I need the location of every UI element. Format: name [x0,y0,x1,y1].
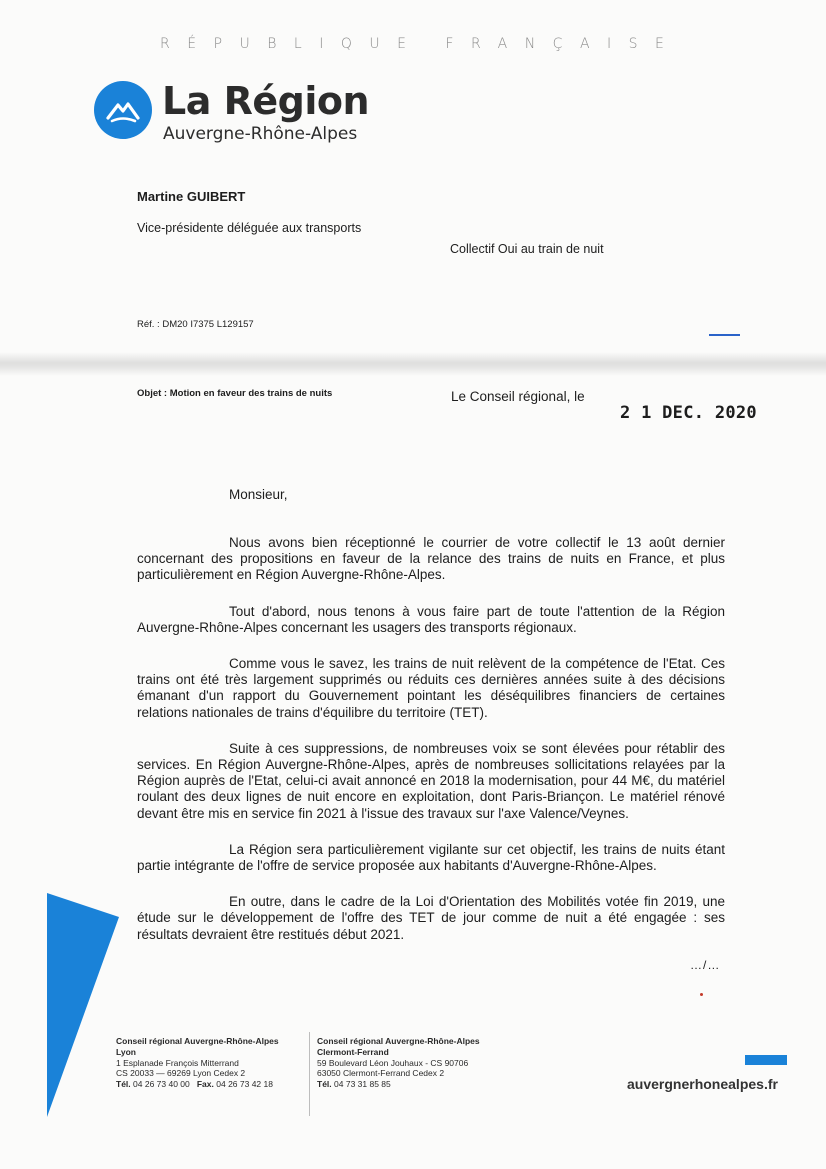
footer-lyon-fax: 04 26 73 42 18 [216,1079,273,1090]
blue-mark [709,334,740,336]
logo-subtitle: Auvergne-Rhône-Alpes [163,124,358,144]
object-line: Objet : Motion en faveur des trains de nuits [137,388,333,399]
paper-fold-shadow [0,352,826,376]
footer-lyon-contact [116,1079,279,1090]
region-logo-icon [94,81,152,139]
website-link[interactable]: auvergnerhonealpes.fr [627,1076,778,1092]
footer-clermont-contact [317,1079,480,1090]
footer-lyon-tel-label: Tél. [116,1079,131,1090]
footer-clermont-tel: 04 73 31 85 85 [334,1079,391,1090]
footer-lyon-tel: 04 26 73 40 00 [133,1079,190,1090]
paragraph: Tout d'abord, nous tenons à vous faire part de toute l'attention de la Région Auvergne-Rhône-Alpes concernant les usagers des transports régionaux. [137,603,725,635]
blue-triangle-decoration [47,893,122,1123]
footer-clermont-org: Conseil régional Auvergne-Rhône-Alpes [317,1036,480,1046]
footer-lyon-org: Conseil régional Auvergne-Rhône-Alpes [116,1036,279,1046]
continuation-mark: …/… [690,958,721,972]
paragraph: Suite à ces suppressions, de nombreuses voix se sont élevées pour rétablir des services. En Région Auvergne-Rhône-Alpes, après de nombreuses sollicitations relayées par la Région auprès de l'Etat, celui-ci avait annoncé en 2018 la modernisation, pour 44 M€, du matériel roulant des deux lignes de nuit encore en exploitation, dont Paris-Briançon. Le matériel rénové devant être mis en service fin 2021 à l'issue des travaux sur l'axe Valence/Veynes. [137,740,725,821]
recipient: Collectif Oui au train de nuit [450,242,604,256]
republique-francaise-header: RÉPUBLIQUE FRANÇAISE [160,36,682,52]
sender-role: Vice-présidente déléguée aux transports [137,221,362,235]
red-dot [700,993,703,996]
paragraph: Nous avons bien réceptionné le courrier de votre collectif le 13 août dernier concernant des propositions en faveur de la relance des trains de nuits en France, et plus particulièrement en Région Auvergne-Rhône-Alpes. [137,535,725,583]
paragraph: La Région sera particulièrement vigilante sur cet objectif, les trains de nuits étant partie intégrante de l'offre de service proposée aux habitants d'Auvergne-Rhône-Alpes. [137,841,725,874]
logo-title: La Région [162,79,370,123]
footer-clermont-address1: 59 Boulevard Léon Jouhaux - CS 90706 [317,1057,469,1068]
salutation: Monsieur, [229,487,288,502]
footer-lyon-address2: CS 20033 — 69269 Lyon Cedex 2 [116,1068,246,1079]
paragraph: En outre, dans le cadre de la Loi d'Orientation des Mobilités votée fin 2019, une étude sur le développement de l'offre des TET de jour comme de nuit a été engagée : ses résultats devraient être restitués début 2021. [137,894,725,942]
sender-name: Martine GUIBERT [137,189,246,204]
footer-lyon-fax-label: Fax. [196,1079,214,1090]
reference-number: Réf. : DM20 I7375 L129157 [137,319,254,330]
footer-clermont [317,1036,480,1090]
footer-lyon-city: Lyon [116,1046,136,1057]
footer-clermont-tel-label: Tél. [317,1079,332,1090]
footer-divider [309,1032,310,1116]
footer-blue-bar [745,1055,787,1065]
paragraph: Comme vous le savez, les trains de nuit relèvent de la compétence de l'Etat. Ces trains ont été très largement supprimés ou réduits ces dernières années suite à des décisions émanant d'un rapport du Gouvernement pointant les déséquilibres financiers de certaines relations nationales de trains d'équilibre du territoire (TET). [137,656,725,720]
date-stamp: 2 1 DEC. 2020 [620,403,757,423]
letter-body [137,535,725,963]
footer-clermont-address2: 63050 Clermont-Ferrand Cedex 2 [317,1068,445,1079]
place-line: Le Conseil régional, le [451,389,585,404]
footer-clermont-city: Clermont-Ferrand [317,1046,389,1057]
footer-lyon-address1: 1 Esplanade François Mitterrand [116,1057,239,1068]
footer-lyon [116,1036,279,1090]
